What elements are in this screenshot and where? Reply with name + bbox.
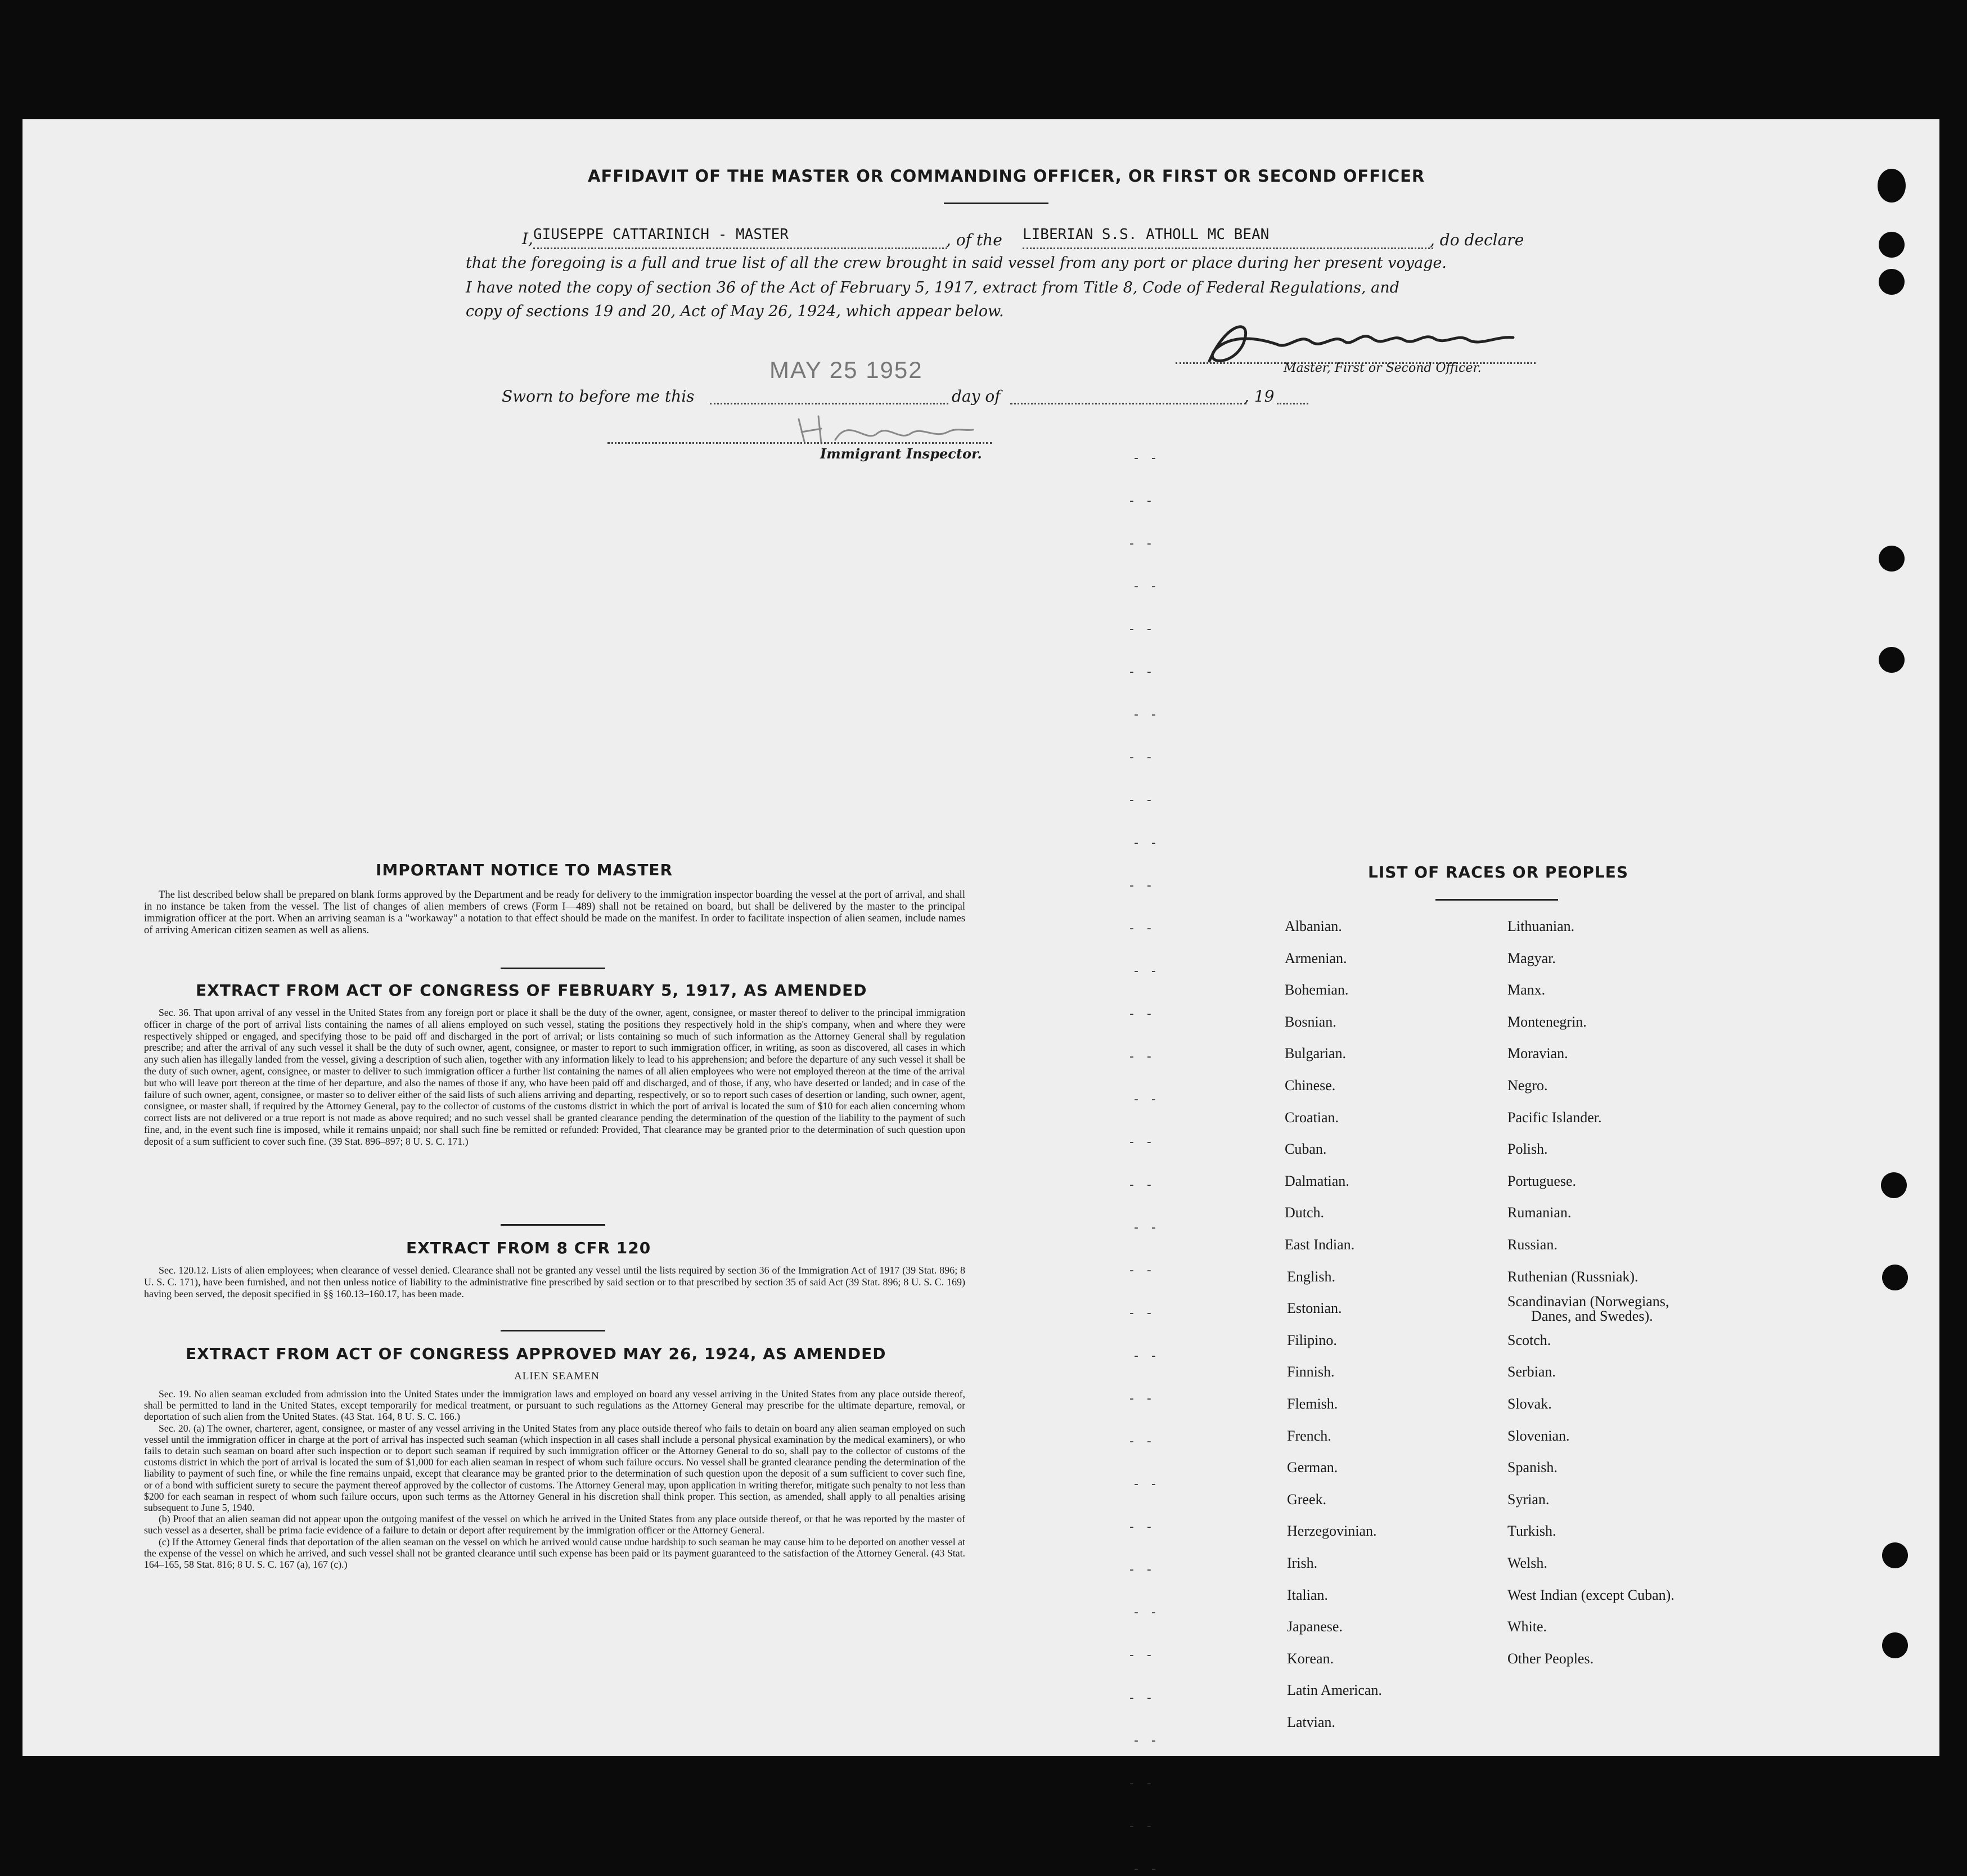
dash-mark: - - [1134, 1349, 1160, 1363]
sworn-year-line [1277, 403, 1308, 404]
race-item: Chinese. [1285, 1077, 1336, 1094]
inspector-signature [787, 411, 979, 450]
dash-mark: - - [1134, 1092, 1160, 1106]
extract-1917-rule [501, 1224, 605, 1226]
race-item: Slovenian. [1507, 1427, 1570, 1444]
dash-mark: - - [1134, 836, 1160, 850]
affidavit-line-3: I have noted the copy of section 36 of the Act of February 5, 1917, extract from Title 8, Code of Federal Regulations, and [466, 279, 1399, 296]
races-title: LIST OF RACES OR PEOPLES [1368, 863, 1628, 881]
race-item: German. [1287, 1459, 1338, 1476]
dash-mark: - - [1129, 1776, 1156, 1790]
binder-hole [1879, 546, 1905, 572]
race-item: White. [1507, 1618, 1547, 1635]
dash-mark: - - [1129, 1050, 1156, 1064]
race-item: Finnish. [1287, 1364, 1335, 1380]
dash-mark: - - [1129, 1648, 1156, 1662]
i-label: I, [522, 230, 533, 248]
race-item: Albanian. [1285, 918, 1342, 934]
race-item: Spanish. [1507, 1459, 1558, 1476]
dash-mark: - - [1129, 1263, 1156, 1277]
dash-mark: - - [1129, 1434, 1156, 1448]
race-item: Flemish. [1287, 1396, 1338, 1412]
dash-mark: - - [1134, 1477, 1160, 1491]
binder-hole [1879, 232, 1905, 258]
race-item: Croatian. [1285, 1109, 1339, 1126]
title-rule [944, 203, 1048, 204]
dash-mark: - - [1129, 1306, 1156, 1320]
affidavit-line-2: that the foregoing is a full and true list of all the crew brought in said vessel from any port or place during her present voyage. [466, 254, 1447, 272]
race-item: Korean. [1287, 1650, 1334, 1667]
race-item: English. [1287, 1268, 1335, 1285]
dash-mark: - - [1134, 1862, 1160, 1876]
race-item: Pacific Islander. [1507, 1109, 1602, 1126]
race-item: Latvian. [1287, 1714, 1335, 1730]
binder-hole [1879, 269, 1905, 295]
affidavit-line-4: copy of sections 19 and 20, Act of May 26, 1924, which appear below. [466, 303, 1004, 320]
race-item: Bulgarian. [1285, 1045, 1347, 1062]
extract-cfr-rule [501, 1330, 605, 1331]
do-declare-label: , do declare [1430, 231, 1524, 249]
race-item: Moravian. [1507, 1045, 1568, 1062]
race-item: Ruthenian (Russniak). [1507, 1268, 1639, 1285]
race-item: Montenegrin. [1507, 1013, 1587, 1030]
extract-1924-subtitle: ALIEN SEAMEN [514, 1370, 600, 1382]
vessel-line [1023, 248, 1433, 249]
extract-cfr-title: EXTRACT FROM 8 CFR 120 [406, 1239, 651, 1257]
dash-mark: - - [1129, 665, 1156, 679]
binder-hole [1878, 169, 1906, 203]
binder-hole [1882, 1265, 1908, 1290]
race-item: Irish. [1287, 1555, 1318, 1571]
vessel-field[interactable]: LIBERIAN S.S. ATHOLL MC BEAN [1023, 226, 1270, 243]
dash-mark: - - [1129, 1178, 1156, 1192]
binder-hole [1879, 647, 1905, 673]
race-item: Dalmatian. [1285, 1172, 1349, 1189]
inspector-line [607, 442, 992, 444]
race-item: Cuban. [1285, 1141, 1327, 1158]
race-item: Welsh. [1507, 1555, 1547, 1571]
race-item: Japanese. [1287, 1618, 1343, 1635]
dash-mark: - - [1134, 1221, 1160, 1235]
year-label: , 19 [1244, 387, 1275, 406]
extract-1917-title: EXTRACT FROM ACT OF CONGRESS OF FEBRUARY 5, 1917, AS AMENDED [196, 981, 867, 1000]
affidavit-title: AFFIDAVIT OF THE MASTER OR COMMANDING OFFICER, OR FIRST OR SECOND OFFICER [588, 167, 1425, 186]
race-item: Slovak. [1507, 1396, 1552, 1412]
race-item: Armenian. [1285, 950, 1347, 966]
notice-title: IMPORTANT NOTICE TO MASTER [376, 861, 673, 879]
race-item: West Indian (except Cuban). [1507, 1586, 1675, 1603]
races-rule [1435, 899, 1558, 901]
race-item: Serbian. [1507, 1364, 1556, 1380]
race-item: Scotch. [1507, 1331, 1551, 1348]
dash-mark: - - [1129, 1520, 1156, 1534]
dash-mark: - - [1129, 537, 1156, 551]
signature-caption: Master, First or Second Officer. [1284, 361, 1482, 375]
form-page [22, 119, 1939, 1876]
race-item: Estonian. [1287, 1300, 1342, 1317]
race-item: Negro. [1507, 1077, 1548, 1094]
dash-mark: - - [1134, 708, 1160, 722]
dash-mark: - - [1134, 1734, 1160, 1748]
race-item: Turkish. [1507, 1523, 1556, 1540]
dash-mark: - - [1129, 1007, 1156, 1021]
race-item: French. [1287, 1427, 1331, 1444]
race-item: Scandinavian (Norwegians, [1507, 1293, 1669, 1310]
race-item: Portuguese. [1507, 1172, 1577, 1189]
sworn-label: Sworn to before me this [502, 387, 695, 406]
master-name-line [533, 248, 947, 249]
dash-mark: - - [1129, 1563, 1156, 1577]
race-item: Herzegovinian. [1287, 1523, 1377, 1540]
race-item: Magyar. [1507, 950, 1556, 966]
dash-mark: - - [1129, 1392, 1156, 1406]
notice-rule [501, 968, 605, 969]
race-item: Danes, and Swedes). [1531, 1308, 1653, 1325]
race-item: Syrian. [1507, 1491, 1550, 1508]
race-item: East Indian. [1285, 1236, 1355, 1253]
dash-mark: - - [1134, 579, 1160, 593]
dash-mark: - - [1134, 964, 1160, 978]
dash-mark: - - [1129, 879, 1156, 893]
day-of-label: day of [952, 387, 1001, 406]
extract-cfr-text: Sec. 120.12. Lists of alien employees; when clearance of vessel denied. Clearance shall not be granted any vessel until the lists required by section 36 of the Immigration Act of 1917 (39 Stat. 896; 8 U. S. C. 171), have been furnished, and not then unless notice of liability to the administrative fine prescribed by said section or to that prescribed by section 35 of said Act (39 Stat. 896; 8 U. S. C. 169) having been served, the deposit specified in §§ 160.13–160.17, has been made. [144, 1265, 965, 1299]
extract-1917-text: Sec. 36. That upon arrival of any vessel in the United States from any foreign port or place it shall be the duty of the owner, agent, consignee, or master thereof to deliver to the principal immigration officer in charge of the port of arrival lists containing the names of all aliens employed on such vessel, stating the positions they respectively hold in the ship's company, when and where they were respectively shipped or engaged, and specifying those to be paid off and discharged in the port of arrival; or lists containing so much of such information as the Attorney General shall by regulation prescribe; and after the arrival of any such vessel it shall be the duty of such owner, agent, consignee, or master to report to such immigration officer, in writing, as soon as discovered, all cases in which any such alien has illegally landed from the vessel, giving a description of such alien, together with any information likely to lead to his apprehension; and before the departure of any such vessel it shall be the duty of such owner, agent, consignee, or master to deliver to such immigration officer a further list containing the names of all alien employees who were not employed thereon at the time of the arrival but who will leave port thereon at the time of her departure, and also the names of those if any, who have been paid off and discharged, and of those, if any, who have deserted or landed; and in case of the failure of such owner, agent, consignee, or master so to deliver either of the said lists of such aliens arriving and departing, respectively, or so to report such cases of desertion or landing, such owner, agent, consignee, or master shall, if required by the Attorney General, pay to the collector of customs of the customs district in which the port of arrival is located the sum of $10 for each alien concerning whom correct lists are not delivered or a true report is not made as above required; and no such vessel shall be granted clearance pending the determination of the question of the liability to the payment of such fine, and, in the event such fine is imposed, while it remains unpaid; nor shall such fine be remitted or refunded: Provided, That clearance may be granted prior to the determination of such question upon deposit of a sum sufficient to cover such fine. (39 Stat. 896–897; 8 U. S. C. 171.) [144, 1007, 965, 1147]
sworn-day-line [710, 403, 948, 404]
dash-mark: - - [1129, 1819, 1156, 1833]
dash-mark: - - [1129, 1691, 1156, 1705]
binder-hole [1882, 1542, 1908, 1568]
dash-mark: - - [1129, 921, 1156, 935]
race-item: Dutch. [1285, 1204, 1325, 1221]
race-item: Greek. [1287, 1491, 1327, 1508]
binder-hole [1882, 1632, 1908, 1658]
dash-mark: - - [1129, 1135, 1156, 1149]
race-item: Italian. [1287, 1586, 1328, 1603]
race-item: Bohemian. [1285, 982, 1349, 998]
race-item: Filipino. [1287, 1331, 1337, 1348]
race-item: Lithuanian. [1507, 918, 1575, 934]
race-item: Polish. [1507, 1141, 1548, 1158]
race-item: Latin American. [1287, 1682, 1382, 1699]
dash-mark: - - [1129, 622, 1156, 636]
race-item: Rumanian. [1507, 1204, 1572, 1221]
binder-hole [1881, 1172, 1907, 1198]
of-the-label: , of the [946, 231, 1002, 249]
notice-text: The list described below shall be prepared on blank forms approved by the Department and be ready for delivery to the immigration inspector boarding the vessel at the port of arrival, and shall in no instance be taken from the vessel. The list of changes of alien members of crews (Form I—489) shall not be retained on board, but shall be delivered by the master to the principal immigration officer at the port. When an arriving seaman is a "workaway" a notation to that effect should be made on the manifest. In order to facilitate inspection of alien seamen, include names of arriving American citizen seamen as well as aliens. [144, 889, 965, 936]
extract-1924-text: Sec. 19. No alien seaman excluded from admission into the United States under the immigration laws and employed on board any vessel arriving in the United States from any place outside thereof, shall be permitted to land in the United States, except temporarily for medical treatment, or pursuant to such regulations as the Attorney General may prescribe for the ultimate departure, removal, or deportation of such alien from the United States. (43 Stat. 164, 8 U. S. C. 166.) Sec. 20. (a) The owner, charterer, agent, consignee, or master of any vessel arriving in the United States from any place outside thereof who fails to detain on board any alien seaman employed on such vessel until the immigration officer in charge at the port of arrival has inspected such seaman (which inspection in all cases shall include a personal physical examination by the medical examiners), or who fails to detain such seaman on board after such inspection or to deport such seaman if required by such immigration officer or the Attorney General to do so, shall pay to the collector of customs of the customs district in which the port of arrival is located the sum of $1,000 for each alien seaman in respect of whom such failure occurs. No vessel shall be granted clearance pending the determination of the liability to payment of such fine, or while the fine remains unpaid, except that clearance may be granted prior to the determination of such question upon the deposit of a sum sufficient to cover such fine, or of a bond with sufficient surety to secure the payment thereof approved by the collector of customs. The Attorney General may, upon application in writing therefor, mitigate such penalty to not less than $200 for each seaman in respect of whom such failure occurs, upon such terms as the Attorney General in his discretion shall think proper. This section, as amended, shall apply to all penalties arising subsequent to June 5, 1940. (b) Proof that an alien seaman did not appear upon the outgoing manifest of the vessel on which he arrived in the United States from any place outside thereof, or that he was reported by the master of such vessel as a deserter, shall be prima facie evidence of a failure to detain or deport after requirement by the immigration officer or the Attorney General. (c) If the Attorney General finds that deportation of the alien seaman on the vessel on which he arrived would cause undue hardship to such seaman he may cause him to be deported on another vessel at the expense of the vessel on which he arrived, and such vessel shall not be granted clearance until such expense has been paid or its payment guaranteed to the satisfaction of the Attorney General. (43 Stat. 164–165, 58 Stat. 816; 8 U. S. C. 167 (a), 167 (c).) [144, 1388, 965, 1571]
race-item: Other Peoples. [1507, 1650, 1594, 1667]
dash-mark: - - [1134, 451, 1160, 465]
master-name-field[interactable]: GIUSEPPE CATTARINICH - MASTER [533, 226, 789, 243]
dash-mark: - - [1129, 494, 1156, 508]
date-stamp: MAY 25 1952 [769, 357, 923, 383]
dash-mark: - - [1129, 750, 1156, 764]
race-item: Bosnian. [1285, 1013, 1336, 1030]
dash-mark: - - [1129, 793, 1156, 807]
inspector-caption: Immigrant Inspector. [820, 446, 982, 462]
dash-mark: - - [1134, 1605, 1160, 1619]
sworn-month-line [1010, 403, 1246, 404]
race-item: Manx. [1507, 982, 1546, 998]
race-item: Russian. [1507, 1236, 1558, 1253]
extract-1924-title: EXTRACT FROM ACT OF CONGRESS APPROVED MAY 26, 1924, AS AMENDED [186, 1344, 886, 1363]
